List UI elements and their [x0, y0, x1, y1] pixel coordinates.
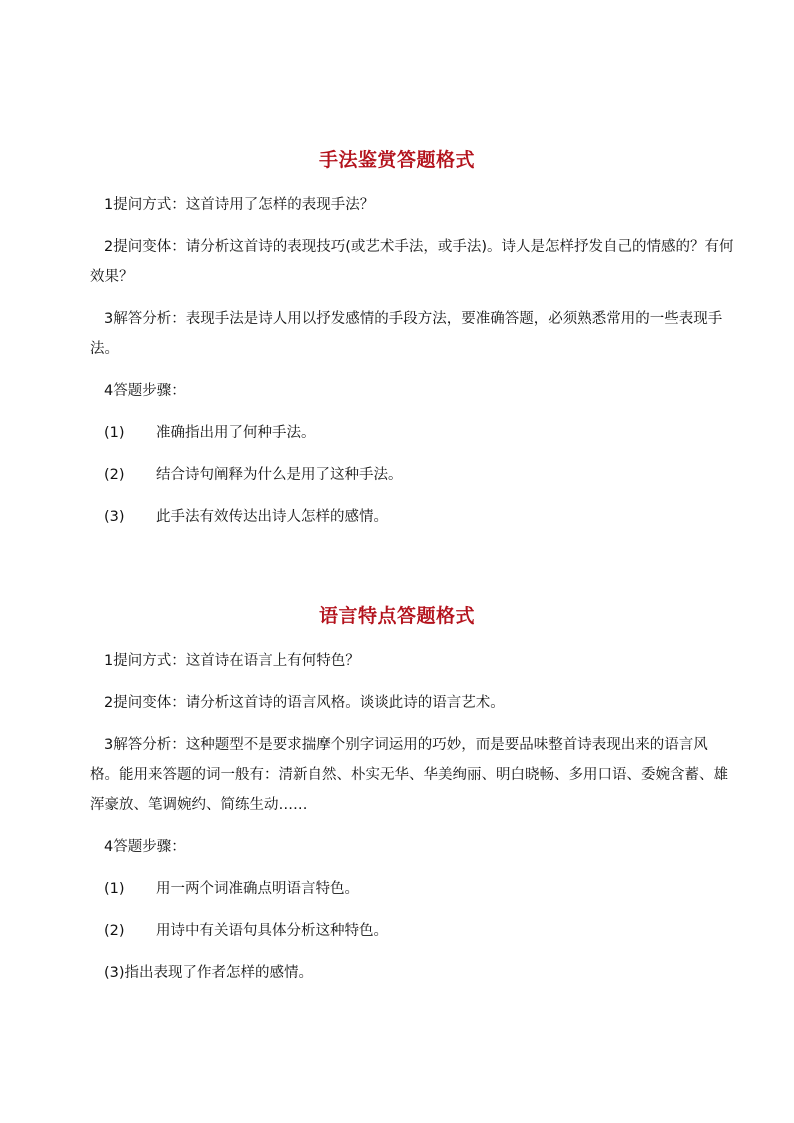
section-language	[0, 598, 794, 988]
step-text: 此手法有效传达出诗人怎样的感情。	[156, 509, 388, 525]
answer-step	[0, 874, 794, 904]
step-number: (3)	[104, 509, 125, 525]
answer-steps-heading: 4答题步骤：	[104, 839, 186, 855]
step-number: (3)	[104, 965, 125, 981]
question-variant: 2提问变体：请分析这首诗的表现技巧(或艺术手法，或手法)。诗人是怎样抒发自己的情感的？有何效果？	[90, 239, 734, 285]
section-technique	[0, 142, 794, 532]
section-title: 手法鉴赏答题格式	[318, 149, 475, 171]
question-variant: 2提问变体：请分析这首诗的语言风格。谈谈此诗的语言艺术。	[104, 695, 505, 711]
step-text: 用一两个词准确点明语言特色。	[156, 881, 359, 897]
step-text: 准确指出用了何种手法。	[156, 425, 316, 441]
question-format: 1提问方式：这首诗用了怎样的表现手法？	[104, 197, 375, 213]
step-text: 指出表现了作者怎样的感情。	[124, 965, 314, 981]
answer-analysis: 3解答分析：这种题型不是要求揣摩个别字词运用的巧妙，而是要品味整首诗表现出来的语言风格。能用来答题的词一般有：清新自然、朴实无华、华美绚丽、明白晓畅、多用口语、委婉含蓄、雄浑豪放、笔调婉约、简练生动……	[90, 737, 728, 813]
section-title: 语言特点答题格式	[318, 605, 475, 627]
answer-step	[0, 916, 794, 946]
step-number: (1)	[104, 425, 125, 441]
question-format: 1提问方式：这首诗在语言上有何特色？	[104, 653, 360, 669]
step-text: 结合诗句阐释为什么是用了这种手法。	[156, 467, 403, 483]
step-number: (1)	[104, 881, 125, 897]
step-number: (2)	[104, 467, 125, 483]
answer-step	[0, 958, 794, 988]
answer-step	[0, 460, 794, 490]
answer-step	[0, 418, 794, 448]
answer-step	[0, 502, 794, 532]
step-number: (2)	[104, 923, 125, 939]
step-text: 用诗中有关语句具体分析这种特色。	[156, 923, 388, 939]
answer-analysis: 3解答分析：表现手法是诗人用以抒发感情的手段方法，要准确答题，必须熟悉常用的一些表现手法。	[90, 311, 723, 357]
answer-steps-heading: 4答题步骤：	[104, 383, 186, 399]
